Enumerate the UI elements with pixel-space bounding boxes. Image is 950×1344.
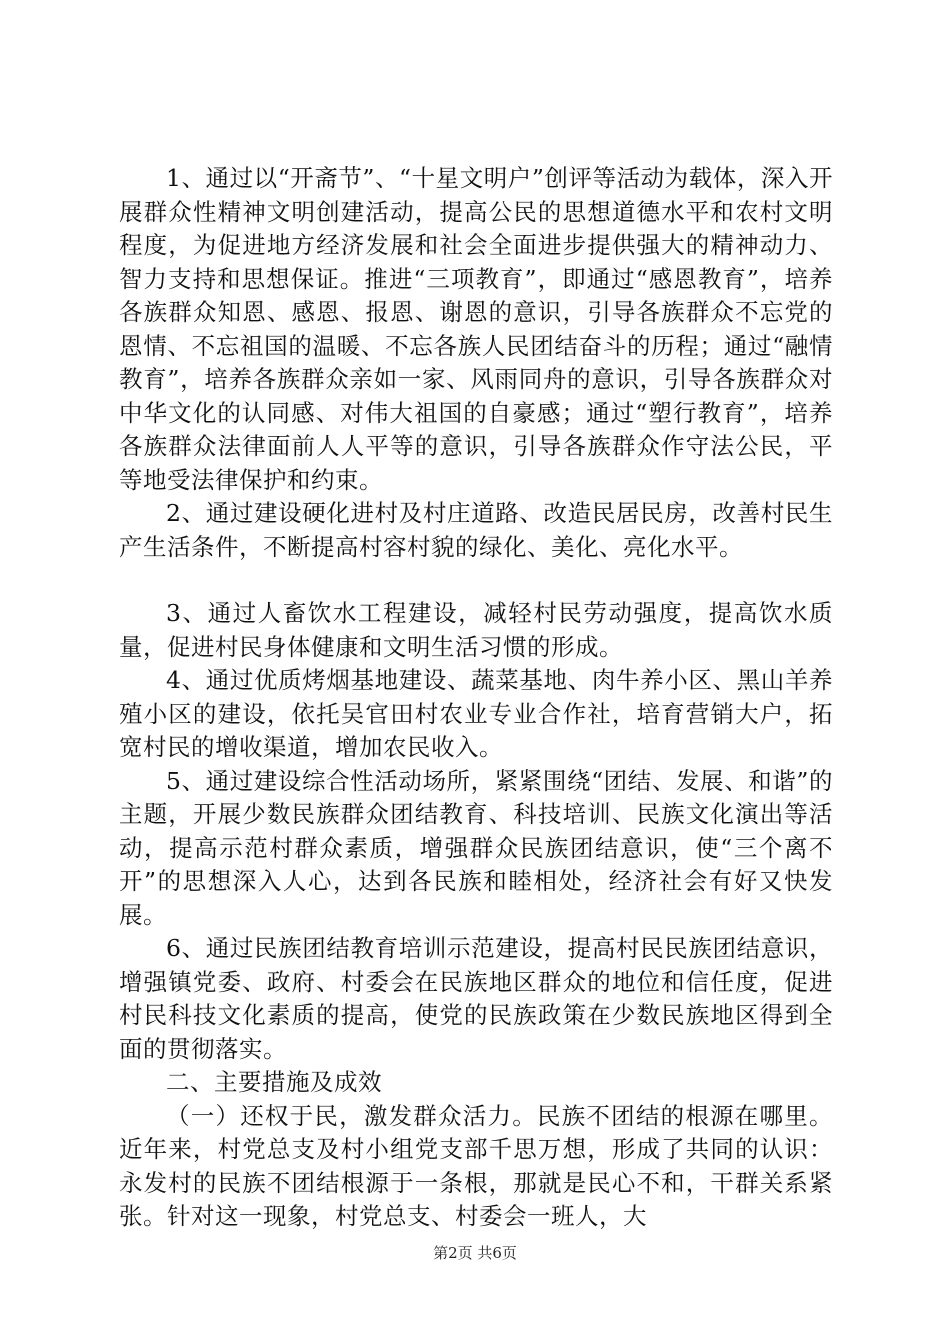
paragraph-item-5: 5、通过建设综合性活动场所，紧紧围绕“团结、发展、和谐”的主题，开展少数民族群众团结教育、科技培训、民族文化演出等活动，提高示范村群众素质，增强群众民族团结意识，使“三个离不开”的思想深入人心，达到各民族和睦相处，经济社会有好又快发展。 [119,766,833,929]
paragraph-measure-1: （一）还权于民，激发群众活力。民族不团结的根源在哪里。近年来，村党总支及村小组党支部千思万想，形成了共同的认识：永发村的民族不团结根源于一条根，那就是民心不和，干群关系紧张。针对这一现象，村党总支、村委会一班人，大 [119,1101,833,1230]
paragraph-item-1: 1、通过以“开斋节”、“十星文明户”创评等活动为载体，深入开展群众性精神文明创建活动，提高公民的思想道德水平和农村文明程度，为促进地方经济发展和社会全面进步提供强大的精神动力、智力支持和思想保证。推进“三项教育”，即通过“感恩教育”，培养各族群众知恩、感恩、报恩、谢恩的意识，引导各族群众不忘党的恩情、不忘祖国的温暖、不忘各族人民团结奋斗的历程；通过“融情教育”，培养各族群众亲如一家、风雨同舟的意识，引导各族群众对中华文化的认同感、对伟大祖国的自豪感；通过“塑行教育”，培养各族群众法律面前人人平等的意识，引导各族群众作守法公民，平等地受法律保护和约束。 [119,164,833,494]
section-heading: 二、主要措施及成效 [166,1068,382,1096]
paragraph-item-2: 2、通过建设硬化进村及村庄道路、改造民居民房，改善村民生产生活条件，不断提高村容村貌的绿化、美化、亮化水平。 [119,499,833,561]
paragraph-item-6: 6、通过民族团结教育培训示范建设，提高村民民族团结意识，增强镇党委、政府、村委会在民族地区群众的地位和信任度，促进村民科技文化素质的提高，使党的民族政策在少数民族地区得到全面的贯彻落实。 [119,934,833,1063]
paragraph-item-3: 3、通过人畜饮水工程建设，减轻村民劳动强度，提高饮水质量，促进村民身体健康和文明生活习惯的形成。 [119,599,833,661]
paragraph-item-4: 4、通过优质烤烟基地建设、蔬菜基地、肉牛养小区、黑山羊养殖小区的建设，依托吴官田村农业专业合作社，培育营销大户，拓宽村民的增收渠道，增加农民收入。 [119,666,833,761]
page-number-footer: 第2页 共6页 [433,1244,517,1262]
document-body [119,162,833,1234]
